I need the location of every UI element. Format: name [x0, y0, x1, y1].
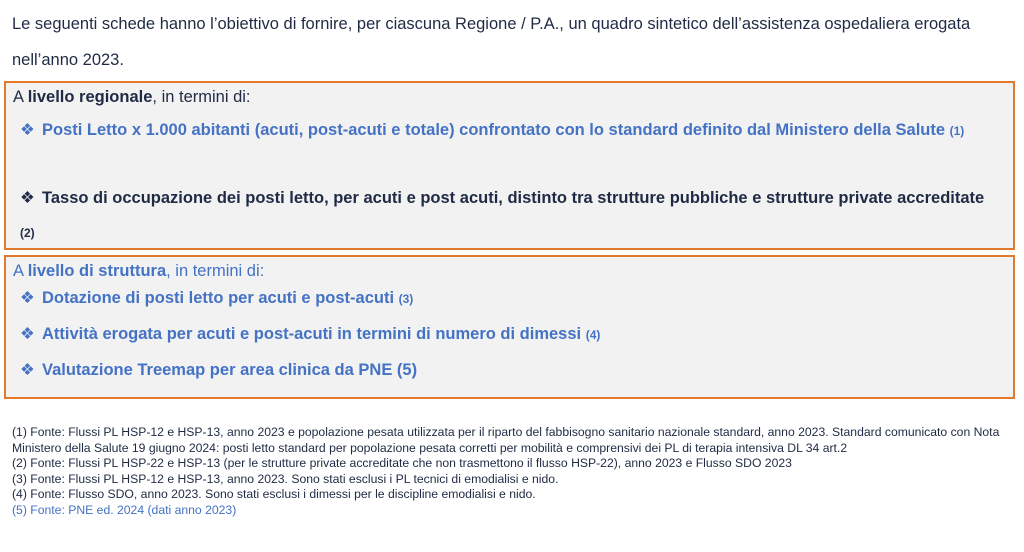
regional-level-box: [4, 81, 1015, 250]
item-text: Attività erogata per acuti e post-acuti in termini di numero di dimessi: [42, 325, 582, 343]
regional-item-posti-letto: [20, 113, 1003, 148]
footnote-4: (4) Fonte: Flusso SDO, anno 2023. Sono stati esclusi i dimessi per le discipline emodialisi e nido.: [12, 487, 536, 501]
regional-item-tasso-occupazione: [20, 181, 1003, 250]
footnote-5: (5) Fonte: PNE ed. 2024 (dati anno 2023): [12, 502, 237, 517]
heading-bold: livello di struttura: [27, 262, 167, 280]
item-ref: (2): [20, 226, 35, 240]
footnote-2: (2) Fonte: Flussi PL HSP-22 e HSP-13 (per le strutture private accreditate che non trasmettono il flusso HSP-22), anno 2023 e Flusso SDO 2023: [12, 456, 792, 470]
diamond-bullet-icon: ❖: [20, 325, 35, 343]
item-text: Tasso di occupazione dei posti letto, per acuti e post acuti, distinto tra strutture pubbliche e strutture private accreditate: [42, 189, 985, 207]
structure-level-box: [4, 255, 1015, 399]
footnotes: [12, 425, 1012, 518]
structure-item-treemap: [20, 353, 1003, 387]
heading-suffix: , in termini di:: [152, 88, 251, 106]
heading-suffix: , in termini di:: [166, 262, 265, 280]
diamond-bullet-icon: ❖: [20, 189, 35, 207]
diamond-bullet-icon: ❖: [20, 289, 35, 307]
structure-level-heading: [13, 260, 264, 282]
item-text: Dotazione di posti letto per acuti e post-acuti: [42, 289, 395, 307]
item-text: Valutazione Treemap per area clinica da PNE: [42, 361, 393, 379]
structure-item-dotazione: [20, 281, 1003, 316]
diamond-bullet-icon: ❖: [20, 121, 35, 139]
item-ref: (3): [398, 292, 414, 306]
item-text: Posti Letto x 1.000 abitanti (acuti, post-acuti e totale) confrontato con lo standard definito dal Ministero della Salute: [42, 121, 946, 139]
heading-bold: livello regionale: [27, 88, 153, 106]
heading-prefix: A: [13, 88, 28, 106]
intro-paragraph: Le seguenti schede hanno l’obiettivo di fornire, per ciascuna Regione / P.A., un quadro sintetico dell’assistenza ospedaliera erogata nell’anno 2023.: [12, 15, 971, 69]
footnote-3: (3) Fonte: Flussi PL HSP-12 e HSP-13, anno 2023. Sono stati esclusi i PL tecnici di emodialisi e nido.: [12, 471, 559, 486]
structure-item-attivita: [20, 317, 1003, 352]
item-ref: (1): [949, 124, 965, 138]
regional-level-heading: [13, 86, 251, 108]
item-ref: (4): [585, 328, 601, 342]
diamond-bullet-icon: ❖: [20, 361, 35, 379]
footnote-1: (1) Fonte: Flussi PL HSP-12 e HSP-13, anno 2023 e popolazione pesata utilizzata per il riparto del fabbisogno sanitario nazionale standard, anno 2023. Standard comunicato con Nota Ministero della Salute 19 giugno 2024: posti letto standard per popolazione pesata corretti per mobilità e comprensivi dei PL di terapia intensiva DL 34 art.2: [12, 425, 1000, 455]
heading-prefix: A: [13, 262, 28, 280]
item-ref: (5): [396, 361, 418, 379]
